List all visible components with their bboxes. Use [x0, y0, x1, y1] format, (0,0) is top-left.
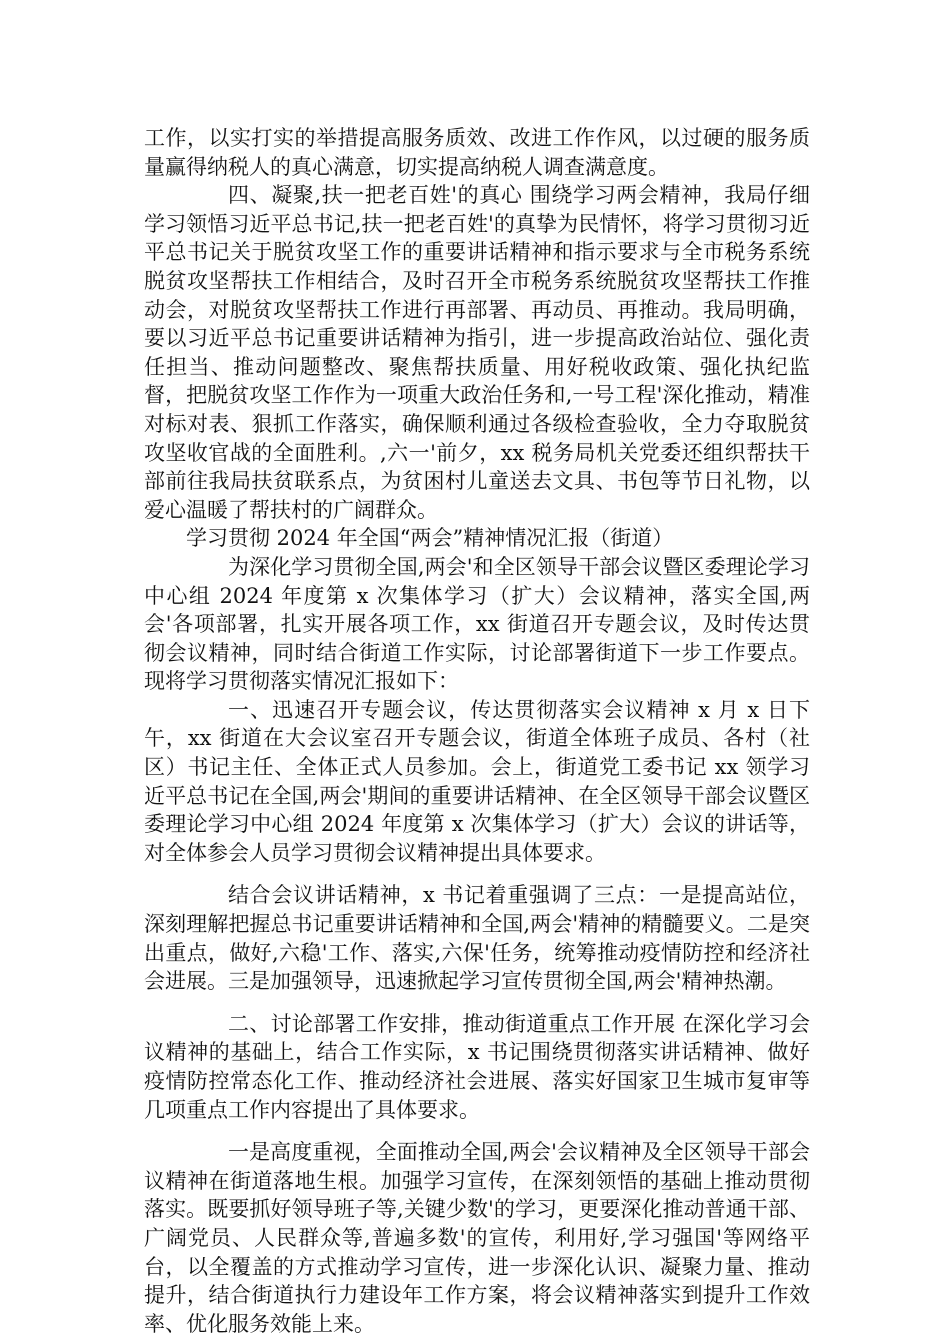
- paragraph-continuation: 工作，以实打实的举措提高服务质效、改进工作作风，以过硬的服务质量赢得纳税人的真心满意，切实提高纳税人调查满意度。: [144, 126, 810, 179]
- report-title: 学习贯彻 2024 年全国“两会”精神情况汇报（街道）: [186, 526, 674, 551]
- paragraph-three-points: 结合会议讲话精神，x 书记着重强调了三点：一是提高站位，深刻理解把握总书记重要讲话精神和全国,两会'精神的精髓要义。二是突出重点，做好,六稳'工作、落实,六保'任务，统筹推动疫情防控和经济社会进展。三是加强领导，迅速掀起学习宣传贯彻全国,两会'精神热潮。: [144, 883, 810, 994]
- document-page: [144, 124, 810, 1338]
- paragraph-section-one: 一、迅速召开专题会议，传达贯彻落实会议精神 x 月 x 日下午，xx 街道在大会议室召开专题会议，街道全体班子成员、各村（社区）书记主任、全体正式人员参加。会上，街道党工委书记 xx 领学习近平总书记在全国,两会'期间的重要讲话精神、在全区领导干部会议暨区委理论学习中心组 2024 年度第 x 次集体学习（扩大）会议的讲话等，对全体参会人员学习贯彻会议精神提出具体要求。: [144, 697, 810, 865]
- paragraph-intro: 为深化学习贯彻全国,两会'和全区领导干部会议暨区委理论学习中心组 2024 年度第 x 次集体学习（扩大）会议精神，落实全国,两会'各项部署，扎实开展各项工作，xx 街道召开专题会议，及时传达贯彻会议精神，同时结合街道工作实际，讨论部署街道下一步工作要点。现将学习贯彻落实情况汇报如下：: [144, 554, 810, 694]
- paragraph-section-two: 二、讨论部署工作安排，推动街道重点工作开展 在深化学习会议精神的基础上，结合工作实际，x 书记围绕贯彻落实讲话精神、做好疫情防控常态化工作、推动经济社会进展、落实好国家卫生城市复审等几项重点工作内容提出了具体要求。: [144, 1011, 810, 1122]
- paragraph-section-four: 四、凝聚,扶一把老百姓'的真心 围绕学习两会精神，我局仔细学习领悟习近平总书记,扶一把老百姓'的真挚为民情怀，将学习贯彻习近平总书记关于脱贫攻坚工作的重要讲话精神和指示要求与全市税务系统脱贫攻坚帮扶工作相结合，及时召开全市税务系统脱贫攻坚帮扶工作推动会，对脱贫攻坚帮扶工作进行再部署、再动员、再推动。我局明确，要以习近平总书记重要讲话精神为指引，进一步提高政治站位、强化责任担当、推动问题整改、聚焦帮扶质量、用好税收政策、强化执纪监督，把脱贫攻坚工作作为一项重大政治任务和,一号工程'深化推动，精准对标对表、狠抓工作落实，确保顺利通过各级检查验收，全力夺取脱贫攻坚收官战的全面胜利。,六一'前夕，xx 税务局机关党委还组织帮扶干部前往我局扶贫联系点，为贫困村儿童送去文具、书包等节日礼物，以爱心温暖了帮扶村的广阔群众。: [144, 183, 810, 522]
- paragraph-point-one: 一是高度重视，全面推动全国,两会'会议精神及全区领导干部会议精神在街道落地生根。加强学习宣传，在深刻领悟的基础上推动贯彻落实。既要抓好领导班子等,关键少数'的学习，更要深化推动普通干部、广阔党员、人民群众等,普遍多数'的宣传，利用好,学习强国'等网络平台，以全覆盖的方式推动学习宣传，进一步深化认识、凝聚力量、推动提升，结合街道执行力建设年工作方案，将会议精神落实到提升工作效率、优化服务效能上来。: [144, 1140, 810, 1336]
